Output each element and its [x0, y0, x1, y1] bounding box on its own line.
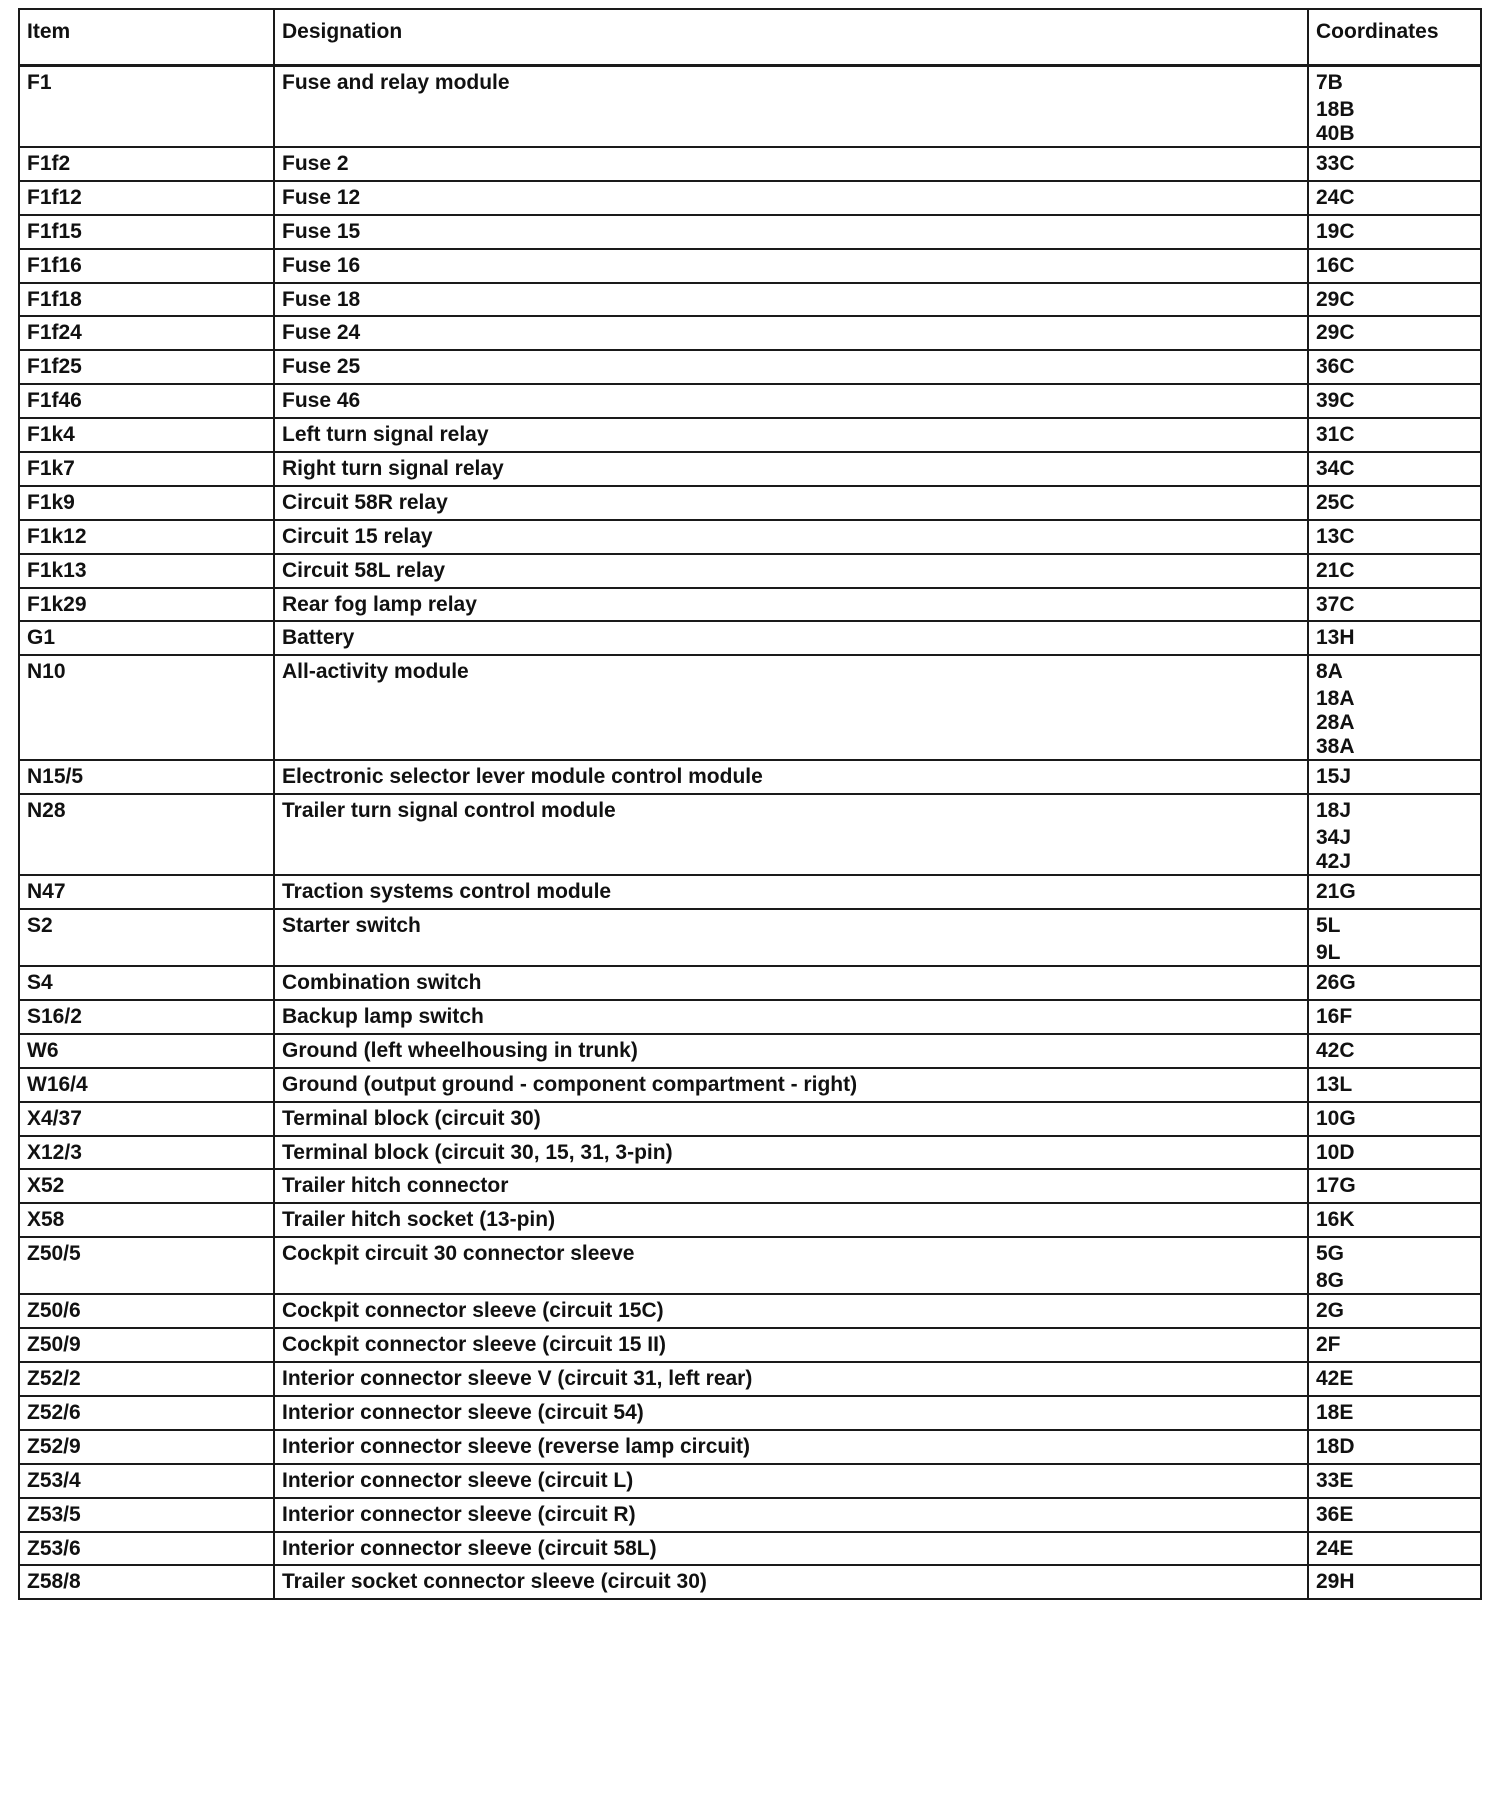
cell-coordinates — [1308, 66, 1481, 148]
cell-item: F1k12 — [19, 520, 274, 554]
cell-item: S16/2 — [19, 1000, 274, 1034]
cell-designation: Cockpit connector sleeve (circuit 15 II) — [274, 1328, 1308, 1362]
coordinate-value: 42J — [1316, 850, 1352, 874]
component-table — [18, 8, 1482, 1600]
cell-item: X52 — [19, 1169, 274, 1203]
coordinate-value: 33E — [1316, 1468, 1354, 1492]
coordinate-value: 7B — [1316, 71, 1343, 94]
cell-designation: Trailer hitch connector — [274, 1169, 1308, 1203]
cell-coordinates — [1308, 1532, 1481, 1566]
cell-designation: Fuse and relay module — [274, 66, 1308, 148]
cell-item: F1f12 — [19, 181, 274, 215]
coordinate-value: 10D — [1316, 1140, 1355, 1164]
coordinate-value: 15J — [1316, 765, 1352, 789]
cell-item: F1f16 — [19, 249, 274, 283]
table-body — [19, 66, 1481, 1600]
table-row — [19, 655, 1481, 760]
cell-coordinates — [1308, 1464, 1481, 1498]
cell-designation: Fuse 2 — [274, 147, 1308, 181]
coordinate-value: 18B — [1316, 98, 1355, 121]
coordinate-value: 29H — [1316, 1570, 1355, 1594]
coordinate-value: 2G — [1316, 1299, 1345, 1323]
cell-item: N15/5 — [19, 760, 274, 794]
table-row — [19, 418, 1481, 452]
cell-designation: Trailer hitch socket (13-pin) — [274, 1203, 1308, 1237]
cell-item: F1f24 — [19, 316, 274, 350]
table-row — [19, 1328, 1481, 1362]
cell-item: N47 — [19, 875, 274, 909]
cell-item: Z58/8 — [19, 1565, 274, 1599]
coordinate-value: 38A — [1316, 735, 1355, 759]
coordinate-value: 34J — [1316, 826, 1352, 850]
table-row — [19, 316, 1481, 350]
cell-designation: Terminal block (circuit 30) — [274, 1102, 1308, 1136]
cell-designation: Interior connector sleeve (circuit L) — [274, 1464, 1308, 1498]
cell-coordinates — [1308, 1430, 1481, 1464]
coordinate-value: 33C — [1316, 152, 1355, 175]
cell-designation: Trailer socket connector sleeve (circuit 30) — [274, 1565, 1308, 1599]
coordinate-value: 28A — [1316, 711, 1355, 735]
cell-item: F1k29 — [19, 588, 274, 622]
cell-designation: Terminal block (circuit 30, 15, 31, 3-pin) — [274, 1136, 1308, 1170]
cell-coordinates — [1308, 588, 1481, 622]
cell-coordinates — [1308, 181, 1481, 215]
cell-designation: Ground (output ground - component compartment - right) — [274, 1068, 1308, 1102]
cell-designation: Interior connector sleeve (circuit R) — [274, 1498, 1308, 1532]
table-row — [19, 588, 1481, 622]
table-row — [19, 1396, 1481, 1430]
coordinate-value: 17G — [1316, 1174, 1356, 1198]
table-row — [19, 1532, 1481, 1566]
cell-designation: Fuse 12 — [274, 181, 1308, 215]
cell-coordinates — [1308, 1203, 1481, 1237]
cell-coordinates — [1308, 1362, 1481, 1396]
coordinate-value: 21C — [1316, 558, 1355, 582]
cell-item: W6 — [19, 1034, 274, 1068]
cell-coordinates — [1308, 283, 1481, 317]
cell-coordinates — [1308, 1237, 1481, 1294]
cell-designation: Trailer turn signal control module — [274, 794, 1308, 875]
table-row — [19, 452, 1481, 486]
cell-coordinates — [1308, 1565, 1481, 1599]
coordinate-value: 29C — [1316, 287, 1355, 311]
cell-designation: Interior connector sleeve (circuit 54) — [274, 1396, 1308, 1430]
coordinate-value: 9L — [1316, 941, 1341, 965]
coordinate-value: 26G — [1316, 971, 1356, 995]
coordinate-value: 25C — [1316, 490, 1355, 514]
coordinate-value: 13H — [1316, 626, 1355, 650]
cell-designation: Interior connector sleeve (circuit 58L) — [274, 1532, 1308, 1566]
coordinate-value: 24E — [1316, 1536, 1354, 1560]
table-row — [19, 1565, 1481, 1599]
coordinate-value: 5G — [1316, 1242, 1345, 1266]
cell-coordinates — [1308, 1169, 1481, 1203]
cell-coordinates — [1308, 1294, 1481, 1328]
table-row — [19, 249, 1481, 283]
cell-item: Z52/2 — [19, 1362, 274, 1396]
cell-coordinates — [1308, 1068, 1481, 1102]
header-row — [19, 9, 1481, 66]
coordinate-value: 13C — [1316, 524, 1355, 548]
cell-designation: Left turn signal relay — [274, 418, 1308, 452]
cell-item: S4 — [19, 966, 274, 1000]
cell-designation: Cockpit connector sleeve (circuit 15C) — [274, 1294, 1308, 1328]
coordinate-value: 16K — [1316, 1208, 1355, 1232]
cell-coordinates — [1308, 794, 1481, 875]
cell-designation: Combination switch — [274, 966, 1308, 1000]
cell-designation: Battery — [274, 621, 1308, 655]
cell-item: Z53/6 — [19, 1532, 274, 1566]
cell-designation: Fuse 18 — [274, 283, 1308, 317]
coordinate-value: 18A — [1316, 687, 1355, 711]
cell-coordinates — [1308, 1136, 1481, 1170]
table-row — [19, 486, 1481, 520]
cell-coordinates — [1308, 215, 1481, 249]
coordinate-value: 5L — [1316, 914, 1341, 938]
cell-designation: Fuse 16 — [274, 249, 1308, 283]
table-row — [19, 1362, 1481, 1396]
cell-coordinates — [1308, 1000, 1481, 1034]
table-row — [19, 909, 1481, 966]
coordinate-value: 39C — [1316, 389, 1355, 413]
coordinate-value: 24C — [1316, 185, 1355, 209]
cell-designation: Fuse 46 — [274, 384, 1308, 418]
cell-item: S2 — [19, 909, 274, 966]
table-row — [19, 1102, 1481, 1136]
cell-coordinates — [1308, 1328, 1481, 1362]
coordinate-value: 2F — [1316, 1333, 1341, 1357]
coordinate-value: 36E — [1316, 1502, 1354, 1526]
coordinate-value: 8G — [1316, 1269, 1345, 1293]
cell-designation: Rear fog lamp relay — [274, 588, 1308, 622]
table-row — [19, 1034, 1481, 1068]
table-row — [19, 966, 1481, 1000]
cell-coordinates — [1308, 384, 1481, 418]
cell-coordinates — [1308, 350, 1481, 384]
table-row — [19, 1464, 1481, 1498]
cell-designation: Ground (left wheelhousing in trunk) — [274, 1034, 1308, 1068]
header-coordinates: Coordinates — [1308, 9, 1481, 66]
coordinate-value: 18D — [1316, 1434, 1355, 1458]
cell-item: X58 — [19, 1203, 274, 1237]
table-row — [19, 1498, 1481, 1532]
cell-coordinates — [1308, 554, 1481, 588]
cell-item: F1f2 — [19, 147, 274, 181]
coordinate-value: 31C — [1316, 423, 1355, 447]
coordinate-value: 21G — [1316, 880, 1356, 904]
table-row — [19, 66, 1481, 148]
cell-item: X4/37 — [19, 1102, 274, 1136]
cell-item: Z50/9 — [19, 1328, 274, 1362]
cell-item: F1k9 — [19, 486, 274, 520]
cell-coordinates — [1308, 966, 1481, 1000]
table-row — [19, 1294, 1481, 1328]
coordinate-value: 29C — [1316, 321, 1355, 345]
coordinate-value: 16C — [1316, 253, 1355, 277]
table-row — [19, 181, 1481, 215]
table-row — [19, 520, 1481, 554]
table-row — [19, 1136, 1481, 1170]
coordinate-value: 19C — [1316, 219, 1355, 243]
cell-item: Z50/5 — [19, 1237, 274, 1294]
cell-item: N28 — [19, 794, 274, 875]
table-row — [19, 1169, 1481, 1203]
cell-coordinates — [1308, 621, 1481, 655]
coordinate-value: 42C — [1316, 1038, 1355, 1062]
cell-item: Z53/4 — [19, 1464, 274, 1498]
cell-designation: Traction systems control module — [274, 875, 1308, 909]
cell-coordinates — [1308, 760, 1481, 794]
cell-item: F1f18 — [19, 283, 274, 317]
cell-coordinates — [1308, 655, 1481, 760]
cell-item: N10 — [19, 655, 274, 760]
cell-designation: Electronic selector lever module control module — [274, 760, 1308, 794]
cell-designation: Circuit 15 relay — [274, 520, 1308, 554]
table-header — [19, 9, 1481, 66]
cell-designation: Circuit 58L relay — [274, 554, 1308, 588]
cell-designation: All-activity module — [274, 655, 1308, 760]
cell-item: Z52/6 — [19, 1396, 274, 1430]
table-row — [19, 875, 1481, 909]
coordinate-value: 34C — [1316, 457, 1355, 481]
header-item: Item — [19, 9, 274, 66]
table-row — [19, 554, 1481, 588]
cell-coordinates — [1308, 249, 1481, 283]
coordinate-value: 18E — [1316, 1400, 1354, 1424]
cell-coordinates — [1308, 1034, 1481, 1068]
component-table-sheet — [18, 8, 1482, 1600]
table-row — [19, 147, 1481, 181]
coordinate-value: 13L — [1316, 1072, 1353, 1096]
table-row — [19, 283, 1481, 317]
cell-item: Z53/5 — [19, 1498, 274, 1532]
table-row — [19, 384, 1481, 418]
cell-coordinates — [1308, 486, 1481, 520]
cell-item: F1f15 — [19, 215, 274, 249]
cell-designation: Right turn signal relay — [274, 452, 1308, 486]
table-row — [19, 215, 1481, 249]
cell-item: F1 — [19, 66, 274, 148]
table-row — [19, 1068, 1481, 1102]
cell-coordinates — [1308, 316, 1481, 350]
cell-coordinates — [1308, 1396, 1481, 1430]
cell-item: F1k4 — [19, 418, 274, 452]
coordinate-value: 10G — [1316, 1106, 1356, 1130]
table-row — [19, 1430, 1481, 1464]
coordinate-value: 18J — [1316, 799, 1352, 823]
table-row — [19, 621, 1481, 655]
cell-coordinates — [1308, 909, 1481, 966]
cell-coordinates — [1308, 418, 1481, 452]
cell-designation: Interior connector sleeve V (circuit 31, left rear) — [274, 1362, 1308, 1396]
cell-item: X12/3 — [19, 1136, 274, 1170]
cell-coordinates — [1308, 875, 1481, 909]
cell-coordinates — [1308, 452, 1481, 486]
table-row — [19, 350, 1481, 384]
cell-designation: Interior connector sleeve (reverse lamp circuit) — [274, 1430, 1308, 1464]
table-row — [19, 1000, 1481, 1034]
cell-coordinates — [1308, 520, 1481, 554]
coordinate-value: 8A — [1316, 660, 1343, 684]
cell-item: Z50/6 — [19, 1294, 274, 1328]
cell-designation: Fuse 25 — [274, 350, 1308, 384]
cell-item: F1f25 — [19, 350, 274, 384]
cell-designation: Circuit 58R relay — [274, 486, 1308, 520]
cell-designation: Fuse 15 — [274, 215, 1308, 249]
cell-item: F1f46 — [19, 384, 274, 418]
coordinate-value: 37C — [1316, 592, 1355, 616]
cell-designation: Fuse 24 — [274, 316, 1308, 350]
cell-coordinates — [1308, 1498, 1481, 1532]
cell-designation: Cockpit circuit 30 connector sleeve — [274, 1237, 1308, 1294]
header-designation: Designation — [274, 9, 1308, 66]
table-row — [19, 1237, 1481, 1294]
cell-item: W16/4 — [19, 1068, 274, 1102]
coordinate-value: 42E — [1316, 1367, 1354, 1391]
cell-designation: Starter switch — [274, 909, 1308, 966]
cell-item: Z52/9 — [19, 1430, 274, 1464]
cell-designation: Backup lamp switch — [274, 1000, 1308, 1034]
table-row — [19, 794, 1481, 875]
coordinate-value: 36C — [1316, 355, 1355, 379]
coordinate-value: 40B — [1316, 122, 1355, 145]
table-row — [19, 1203, 1481, 1237]
cell-item: G1 — [19, 621, 274, 655]
cell-item: F1k7 — [19, 452, 274, 486]
cell-coordinates — [1308, 147, 1481, 181]
cell-coordinates — [1308, 1102, 1481, 1136]
coordinate-value: 16F — [1316, 1005, 1353, 1029]
cell-item: F1k13 — [19, 554, 274, 588]
table-row — [19, 760, 1481, 794]
